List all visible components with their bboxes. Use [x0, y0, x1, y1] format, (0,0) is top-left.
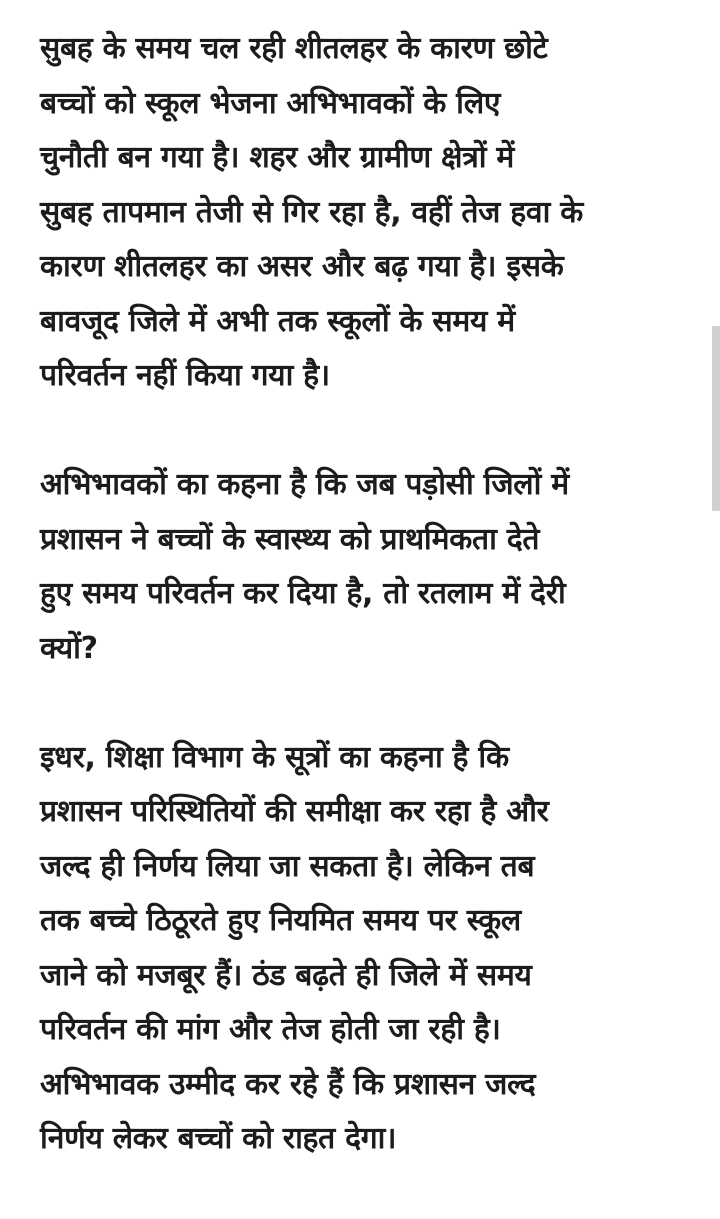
text-line: तक बच्चे ठिठूरते हुए नियमित समय पर स्कूल: [40, 903, 521, 938]
text-line: सुबह तापमान तेजी से गिर रहा है, वहीं तेज हवा के: [40, 194, 583, 230]
text-line: क्यों?: [40, 630, 98, 666]
paragraph-gap: [40, 676, 690, 731]
text-line: चुनौती बन गया है। शहर और ग्रामीण क्षेत्रों में: [40, 140, 515, 175]
text-line: बच्चों को स्कूल भेजना अभिभावकों के लिए: [40, 85, 501, 121]
vertical-scrollbar[interactable]: [712, 326, 720, 511]
text-line: इधर, शिक्षा विभाग के सूत्रों का कहना है कि: [40, 739, 509, 775]
paragraph-1: [40, 22, 690, 404]
text-line: जाने को मजबूर हैं। ठंड बढ़ते ही जिले में समय: [40, 957, 532, 993]
text-line: निर्णय लेकर बच्चों को राहत देगा।: [40, 1121, 397, 1156]
text-line: जल्द ही निर्णय लिया जा सकता है। लेकिन तब: [40, 848, 535, 884]
paragraph-2: [40, 458, 690, 676]
text-line: परिवर्तन नहीं किया गया है।: [40, 358, 330, 393]
text-line: प्रशासन ने बच्चों के स्वास्थ्य को प्राथमिकता देते: [40, 521, 540, 557]
paragraph-gap: [40, 404, 690, 459]
text-line: अभिभावकों का कहना है कि जब पड़ोसी जिलों में: [40, 467, 569, 502]
text-line: परिवर्तन की मांग और तेज होती जा रही है।: [40, 1012, 501, 1047]
text-line: प्रशासन परिस्थितियों की समीक्षा कर रहा है और: [40, 794, 549, 829]
text-line: कारण शीतलहर का असर और बढ़ गया है। इसके: [40, 249, 564, 284]
text-line: अभिभावक उम्मीद कर रहे हैं कि प्रशासन जल्द: [40, 1066, 536, 1102]
article-body: [40, 22, 690, 1167]
text-line: बावजूद जिले में अभी तक स्कूलों के समय में: [40, 303, 515, 339]
text-line: हुए समय परिवर्तन कर दिया है, तो रतलाम में देरी: [40, 576, 566, 611]
paragraph-3: [40, 731, 690, 1167]
text-line: सुबह के समय चल रही शीतलहर के कारण छोटे: [40, 31, 548, 66]
